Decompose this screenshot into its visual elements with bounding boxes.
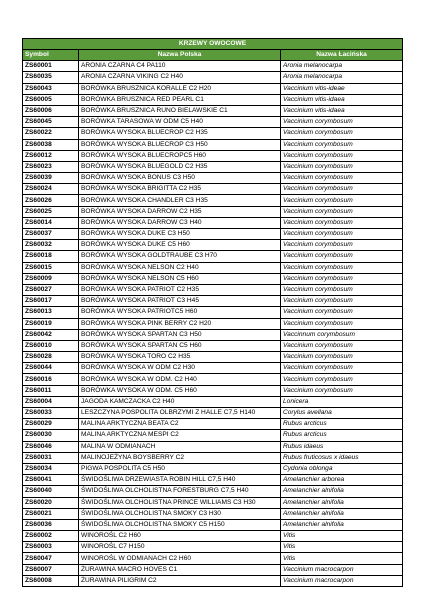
polish-name-cell: ŚWIDOŚLIWA OLCHOLISTNA SMOKY C5 H150 [79, 519, 281, 530]
symbol-cell: ZS60047 [23, 553, 79, 564]
polish-name-cell: BORÓWKA WYSOKA PINK BERRY C2 H20 [79, 318, 281, 329]
table-row [23, 340, 403, 351]
polish-name-cell: MALINA ARKTYCZNA MESPI C2 [79, 430, 281, 441]
table-row [23, 296, 403, 307]
symbol-cell: ZS60006 [23, 105, 79, 116]
table-row [23, 184, 403, 195]
table-row [23, 195, 403, 206]
polish-name-cell: MALINA ARKTYCZNA BEATA C2 [79, 419, 281, 430]
symbol-cell: ZS60040 [23, 486, 79, 497]
polish-name-cell: LESZCZYNA POSPOLITA OLBRZYMI Z HALLE C7,5 H140 [79, 408, 281, 419]
latin-name-cell: Corylus avellana [281, 408, 403, 419]
latin-name-cell: Vaccinium corymbosum [281, 206, 403, 217]
table-row [23, 430, 403, 441]
table-row [23, 396, 403, 407]
symbol-cell: ZS60035 [23, 72, 79, 83]
latin-name-cell: Vaccinium vitis-idaea [281, 94, 403, 105]
table-row [23, 575, 403, 586]
latin-name-cell: Rubus fruticosus x idaeus [281, 452, 403, 463]
symbol-cell: ZS60028 [23, 352, 79, 363]
polish-name-cell: BORÓWKA WYSOKA BLUECROP C3 H50 [79, 139, 281, 150]
polish-name-cell: BORÓWKA WYSOKA BLUECROP C2 H35 [79, 128, 281, 139]
symbol-cell: ZS60034 [23, 463, 79, 474]
polish-name-cell: BORÓWKA WYSOKA PATRIOT C2 H35 [79, 284, 281, 295]
polish-name-cell: BORÓWKA WYSOKA CHANDLER C3 H35 [79, 195, 281, 206]
latin-name-cell: Vaccinium corymbosum [281, 217, 403, 228]
polish-name-cell: BORÓWKA BRUSZNICA RUNO BIELAWSKIE C1 [79, 105, 281, 116]
symbol-cell: ZS60024 [23, 184, 79, 195]
latin-name-cell: Vaccinium corymbosum [281, 128, 403, 139]
symbol-cell: ZS60007 [23, 564, 79, 575]
table-row [23, 94, 403, 105]
table-row [23, 229, 403, 240]
symbol-cell: ZS60036 [23, 519, 79, 530]
symbol-cell: ZS60029 [23, 419, 79, 430]
latin-name-cell: Vaccinium corymbosum [281, 150, 403, 161]
table-row [23, 83, 403, 94]
latin-name-cell: Vaccinium corymbosum [281, 296, 403, 307]
latin-name-cell: Vaccinium corymbosum [281, 139, 403, 150]
symbol-cell: ZS60039 [23, 173, 79, 184]
symbol-cell: ZS60027 [23, 284, 79, 295]
latin-name-cell: Rubus idaeus [281, 441, 403, 452]
polish-name-cell: BORÓWKA WYSOKA PATRIOT C3 H45 [79, 296, 281, 307]
latin-name-cell: Amelanchier alnifolia [281, 519, 403, 530]
latin-name-cell: Vaccinium vitis-ideae [281, 83, 403, 94]
polish-name-cell: ŚWIDOŚLIWA DRZEWIASTA ROBIN HILL C7,5 H40 [79, 475, 281, 486]
table-row [23, 206, 403, 217]
polish-name-cell: BORÓWKA WYSOKA BONUS C3 H50 [79, 173, 281, 184]
symbol-cell: ZS60009 [23, 273, 79, 284]
polish-name-cell: WINOROŚL C7 H150 [79, 542, 281, 553]
symbol-cell: ZS60011 [23, 385, 79, 396]
symbol-cell: ZS60021 [23, 508, 79, 519]
polish-name-cell: ŚWIDOŚLIWA OLCHOLISTNA SMOKY C3 H30 [79, 508, 281, 519]
symbol-cell: ZS60044 [23, 363, 79, 374]
latin-name-cell: Vaccinium corymbosum [281, 318, 403, 329]
polish-name-cell: BORÓWKA WYSOKA DUKE C3 H50 [79, 229, 281, 240]
product-table [22, 38, 403, 587]
polish-name-cell: PIGWA POSPOLITA C5 H50 [79, 463, 281, 474]
latin-name-cell: Vaccinium corymbosum [281, 173, 403, 184]
latin-name-cell: Rubus arcticus [281, 419, 403, 430]
symbol-cell: ZS60019 [23, 318, 79, 329]
table-row [23, 531, 403, 542]
table-row [23, 452, 403, 463]
polish-name-cell: ŻURAWINA MACRO HOVES C1 [79, 564, 281, 575]
table-body [23, 61, 403, 587]
table-row [23, 128, 403, 139]
latin-name-cell: Amelanchier arborea [281, 475, 403, 486]
symbol-cell: ZS60037 [23, 229, 79, 240]
symbol-cell: ZS60031 [23, 452, 79, 463]
latin-name-cell: Vitis [281, 542, 403, 553]
polish-name-cell: ARONIA CZARNA VIKING C2 H40 [79, 72, 281, 83]
table-row [23, 475, 403, 486]
table-row [23, 161, 403, 172]
table-row [23, 463, 403, 474]
table-row [23, 262, 403, 273]
latin-name-cell: Aronia melanocarpa [281, 61, 403, 72]
latin-name-cell: Vaccinium corymbosum [281, 273, 403, 284]
table-row [23, 486, 403, 497]
latin-name-cell: Cydonia oblonga [281, 463, 403, 474]
latin-name-cell: Vaccinium macrocarpon [281, 564, 403, 575]
table-row [23, 352, 403, 363]
table-row [23, 508, 403, 519]
symbol-cell: ZS60008 [23, 575, 79, 586]
symbol-cell: ZS60005 [23, 94, 79, 105]
symbol-cell: ZS60014 [23, 217, 79, 228]
latin-name-cell: Vaccinium corymbosum [281, 385, 403, 396]
symbol-cell: ZS60038 [23, 139, 79, 150]
polish-name-cell: BORÓWKA WYSOKA PATRIOTC5 H60 [79, 307, 281, 318]
symbol-cell: ZS60023 [23, 161, 79, 172]
symbol-cell: ZS60046 [23, 441, 79, 452]
polish-name-cell: BORÓWKA WYSOKA DUKE C5 H60 [79, 240, 281, 251]
polish-name-cell: JAGODA KAMCZACKA C2 H40 [79, 396, 281, 407]
polish-name-cell: ŚWIDOŚLIWA OLCHOLISTNA PRINCE WILLIAMS C3 H30 [79, 497, 281, 508]
symbol-cell: ZS60042 [23, 329, 79, 340]
table-title: KRZEWY OWOCOWE [23, 39, 403, 50]
latin-name-cell: Vaccinium corymbosum [281, 262, 403, 273]
polish-name-cell: BORÓWKA WYSOKA W ODM C2 H30 [79, 363, 281, 374]
polish-name-cell: BORÓWKA WYSOKA BLUECROPC5 H60 [79, 150, 281, 161]
table-row [23, 385, 403, 396]
table-row [23, 542, 403, 553]
latin-name-cell: Vaccinium corymbosum [281, 251, 403, 262]
table-head [23, 39, 403, 61]
latin-name-cell: Rubus arcticus [281, 430, 403, 441]
polish-name-cell: BORÓWKA WYSOKA GOLDTRAUBE C3 H70 [79, 251, 281, 262]
table-row [23, 363, 403, 374]
latin-name-cell: Vaccinium corymbosum [281, 240, 403, 251]
polish-name-cell: BORÓWKA WYSOKA NELSON C2 H40 [79, 262, 281, 273]
polish-name-cell: BORÓWKA WYSOKA TORO C2 H35 [79, 352, 281, 363]
table-row [23, 139, 403, 150]
table-row [23, 419, 403, 430]
latin-name-cell: Amelanchier alnifolia [281, 486, 403, 497]
symbol-cell: ZS60045 [23, 117, 79, 128]
table-row [23, 307, 403, 318]
polish-name-cell: BORÓWKA WYSOKA BRIGITTA C2 H35 [79, 184, 281, 195]
symbol-cell: ZS60002 [23, 531, 79, 542]
polish-name-cell: BORÓWKA WYSOKA W ODM. C5 H60 [79, 385, 281, 396]
symbol-cell: ZS60018 [23, 251, 79, 262]
symbol-cell: ZS60016 [23, 374, 79, 385]
polish-name-cell: MALINA W ODMIANACH [79, 441, 281, 452]
title-row [23, 39, 403, 50]
symbol-cell: ZS60017 [23, 296, 79, 307]
polish-name-cell: BORÓWKA BRUSZNICA RED PEARL C1 [79, 94, 281, 105]
polish-name-cell: BORÓWKA TARASOWA W ODM C5 H40 [79, 117, 281, 128]
symbol-cell: ZS60013 [23, 307, 79, 318]
table-row [23, 117, 403, 128]
polish-name-cell: WINOROŚL W ODMIANACH C2 H60 [79, 553, 281, 564]
header-latin-name: Nazwa Łacińska [281, 50, 403, 61]
polish-name-cell: BORÓWKA WYSOKA DARROW C2 H35 [79, 206, 281, 217]
polish-name-cell: ŚWIDOŚLIWA OLCHOLISTNA FORESTBURG C7,5 H40 [79, 486, 281, 497]
table-row [23, 251, 403, 262]
table-row [23, 408, 403, 419]
latin-name-cell: Vaccinium corymbosum [281, 117, 403, 128]
table-row [23, 240, 403, 251]
latin-name-cell: Vitis [281, 531, 403, 542]
symbol-cell: ZS60015 [23, 262, 79, 273]
symbol-cell: ZS60026 [23, 195, 79, 206]
polish-name-cell: BORÓWKA WYSOKA W ODM. C2 H40 [79, 374, 281, 385]
polish-name-cell: MALINOJEŻYNA BOYSBERRY C2 [79, 452, 281, 463]
table-row [23, 564, 403, 575]
latin-name-cell: Vaccinium macrocarpon [281, 575, 403, 586]
latin-name-cell: Vaccinium corymbosum [281, 195, 403, 206]
table-row [23, 173, 403, 184]
latin-name-cell: Amelanchier alnifolia [281, 508, 403, 519]
latin-name-cell: Vaccinium vitis-idaea [281, 105, 403, 116]
polish-name-cell: WINOROŚL C2 H60 [79, 531, 281, 542]
symbol-cell: ZS60033 [23, 408, 79, 419]
symbol-cell: ZS60025 [23, 206, 79, 217]
symbol-cell: ZS60001 [23, 61, 79, 72]
latin-name-cell: Vaccinium corymbosum [281, 340, 403, 351]
header-row [23, 50, 403, 61]
table-row [23, 217, 403, 228]
latin-name-cell: Vaccinium corymbosum [281, 229, 403, 240]
table-row [23, 553, 403, 564]
symbol-cell: ZS60043 [23, 83, 79, 94]
product-sheet [22, 38, 402, 587]
table-row [23, 273, 403, 284]
latin-name-cell: Vaccinium corymbosum [281, 374, 403, 385]
table-row [23, 150, 403, 161]
polish-name-cell: BORÓWKA WYSOKA DARROW C3 H40 [79, 217, 281, 228]
table-row [23, 72, 403, 83]
polish-name-cell: ARONIA CZARNA C4 PA110 [79, 61, 281, 72]
latin-name-cell: Vaccinium corymbosum [281, 161, 403, 172]
polish-name-cell: BORÓWKA WYSOKA SPARTAN C3 H50 [79, 329, 281, 340]
table-row [23, 441, 403, 452]
table-row [23, 374, 403, 385]
header-symbol: Symbol [23, 50, 79, 61]
latin-name-cell: Lonicera [281, 396, 403, 407]
symbol-cell: ZS60032 [23, 240, 79, 251]
table-row [23, 61, 403, 72]
symbol-cell: ZS60004 [23, 396, 79, 407]
latin-name-cell: Vaccinium corymbosum [281, 307, 403, 318]
polish-name-cell: ŻURAWINA PILIGRIM C2 [79, 575, 281, 586]
polish-name-cell: BORÓWKA WYSOKA BLUEGOLD C2 H35 [79, 161, 281, 172]
latin-name-cell: Vaccinium corymbosum [281, 284, 403, 295]
table-row [23, 318, 403, 329]
table-row [23, 519, 403, 530]
latin-name-cell: Aronia melanocarpa [281, 72, 403, 83]
latin-name-cell: Vaccinnum corymbosum [281, 329, 403, 340]
polish-name-cell: BORÓWKA WYSOKA NELSON C5 H60 [79, 273, 281, 284]
table-row [23, 284, 403, 295]
latin-name-cell: Amelanchier alnifolia [281, 497, 403, 508]
latin-name-cell: Vitis [281, 553, 403, 564]
symbol-cell: ZS60003 [23, 542, 79, 553]
symbol-cell: ZS60030 [23, 430, 79, 441]
symbol-cell: ZS60012 [23, 150, 79, 161]
latin-name-cell: Vaccinium corymbosum [281, 363, 403, 374]
symbol-cell: ZS60022 [23, 128, 79, 139]
latin-name-cell: Vaccinium corymbosum [281, 352, 403, 363]
table-row [23, 329, 403, 340]
header-polish-name: Nazwa Polska [79, 50, 281, 61]
table-row [23, 105, 403, 116]
polish-name-cell: BORÓWKA BRUSZNICA KORALLE C2 H20 [79, 83, 281, 94]
polish-name-cell: BORÓWKA WYSOKA SPARTAN C5 H60 [79, 340, 281, 351]
symbol-cell: ZS60041 [23, 475, 79, 486]
latin-name-cell: Vaccinium corymbosum [281, 184, 403, 195]
table-row [23, 497, 403, 508]
symbol-cell: ZS60020 [23, 497, 79, 508]
symbol-cell: ZS60010 [23, 340, 79, 351]
